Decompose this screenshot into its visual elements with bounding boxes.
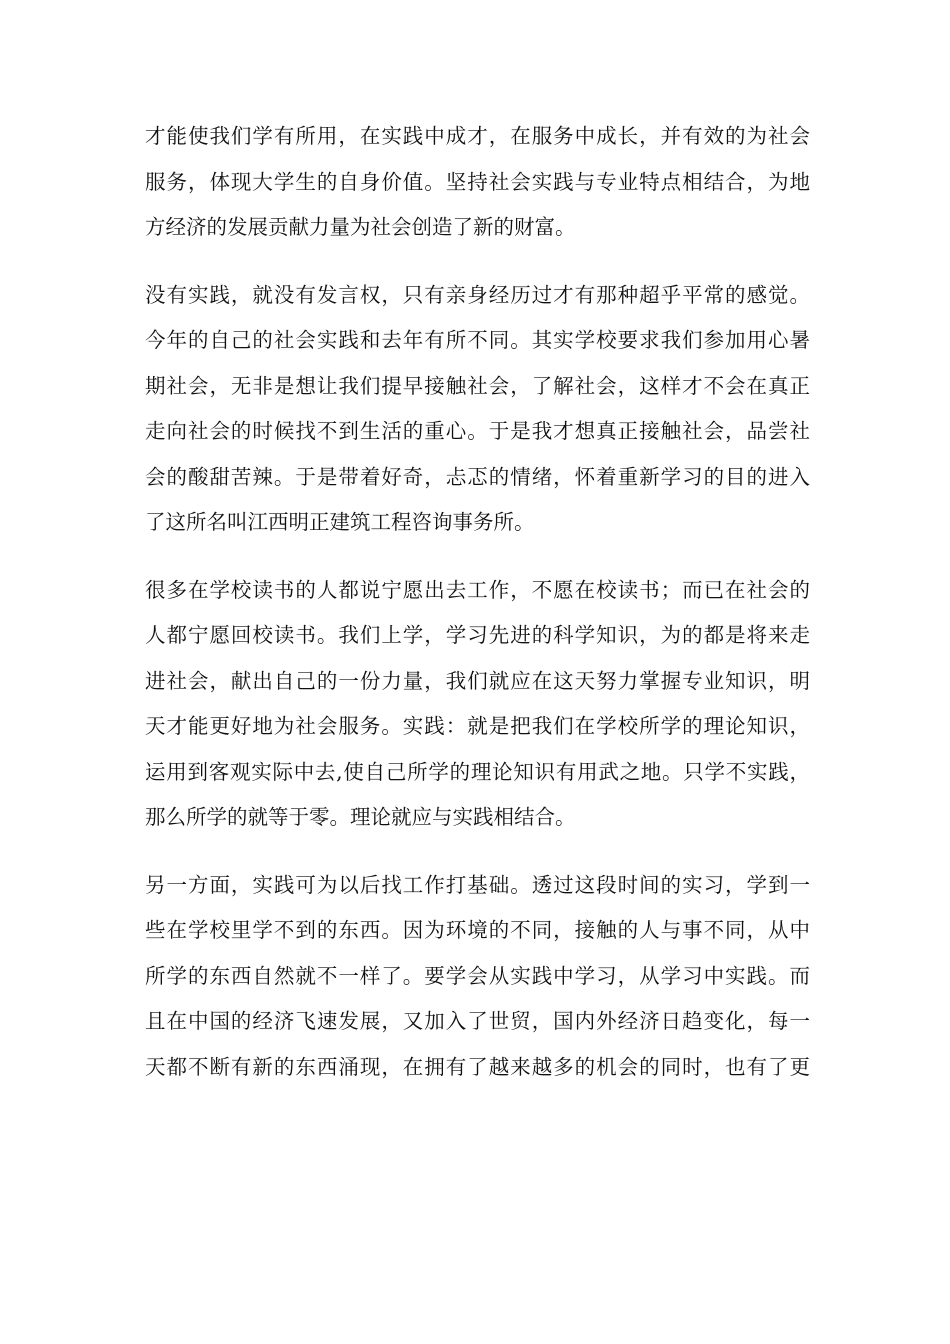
text-line: 没有实践，就没有发言权，只有亲身经历过才有那种超乎平常的感觉。	[145, 282, 810, 307]
text-line: 很多在学校读书的人都说宁愿出去工作，不愿在校读书；而已在社会的	[145, 577, 810, 602]
text-line: 运用到客观实际中去,使自己所学的理论知识有用武之地。只学不实践，	[145, 759, 810, 784]
text-line: 方经济的发展贡献力量为社会创造了新的财富。	[145, 215, 576, 239]
text-line: 期社会，无非是想让我们提早接触社会，了解社会，这样才不会在真正	[145, 373, 810, 398]
text-line: 天都不断有新的东西涌现，在拥有了越来越多的机会的同时，也有了更	[145, 1054, 810, 1079]
paragraph-1	[145, 114, 810, 251]
paragraph-2	[145, 273, 810, 546]
paragraph-4	[145, 863, 810, 1091]
text-line: 人都宁愿回校读书。我们上学，学习先进的科学知识，为的都是将来走	[145, 623, 810, 647]
text-line: 另一方面，实践可为以后找工作打基础。透过这段时间的实习，学到一	[145, 872, 810, 897]
text-line: 且在中国的经济飞速发展，又加入了世贸，国内外经济日趋变化，每一	[145, 1009, 810, 1033]
text-line: 了这所名叫江西明正建筑工程咨询事务所。	[145, 510, 535, 534]
text-line: 会的酸甜苦辣。于是带着好奇，忐忑的情绪，怀着重新学习的目的进入	[145, 464, 810, 489]
text-line: 走向社会的时候找不到生活的重心。于是我才想真正接触社会，品尝社	[145, 419, 810, 443]
text-line: 进社会，献出自己的一份力量，我们就应在这天努力掌握专业知识，明	[145, 668, 810, 693]
paragraph-3	[145, 568, 810, 841]
text-line: 那么所学的就等于零。理论就应与实践相结合。	[145, 805, 576, 829]
body-text	[145, 114, 810, 1112]
text-line: 才能使我们学有所用，在实践中成才，在服务中成长，并有效的为社会	[145, 124, 810, 148]
text-line: 服务，体现大学生的自身价值。坚持社会实践与专业特点相结合，为地	[145, 169, 810, 194]
text-line: 天才能更好地为社会服务。实践：就是把我们在学校所学的理论知识，	[145, 714, 810, 738]
text-line: 些在学校里学不到的东西。因为环境的不同，接触的人与事不同，从中	[145, 918, 810, 942]
text-line: 今年的自己的社会实践和去年有所不同。其实学校要求我们参加用心暑	[145, 328, 810, 352]
text-line: 所学的东西自然就不一样了。要学会从实践中学习，从学习中实践。而	[145, 963, 810, 988]
